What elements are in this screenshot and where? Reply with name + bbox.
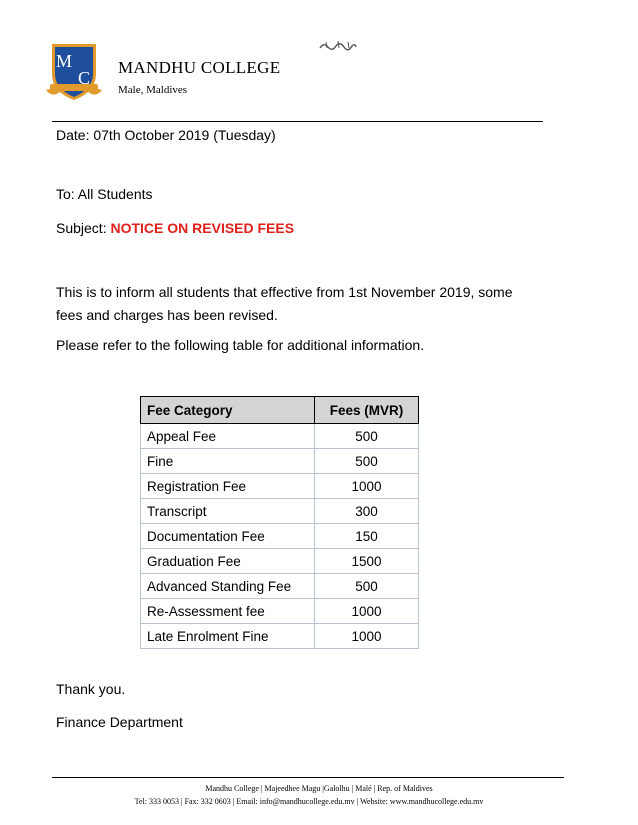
college-location: Male, Maldives [118, 84, 188, 96]
notice-date: Date: 07th October 2019 (Tuesday) [56, 127, 276, 143]
fee-table-header-category: Fee Category [141, 397, 315, 424]
fee-table-header-fees: Fees (MVR) [315, 397, 419, 424]
logo-letter-m: M [55, 51, 73, 71]
fee-category-cell: Re-Assessment fee [141, 599, 315, 624]
fee-amount-cell: 500 [315, 449, 419, 474]
footer-contact: Tel: 333 0053 | Fax: 332 0603 | Email: info@mandhucollege.edu.mv | Website: www.mandhucollege.edu.mv [134, 797, 484, 806]
table-row [141, 599, 419, 624]
table-row [141, 574, 419, 599]
bismillah-calligraphy [318, 38, 358, 52]
header-divider [52, 121, 543, 122]
fee-category-cell: Late Enrolment Fine [141, 624, 315, 649]
footer-divider [52, 777, 564, 778]
closing-thanks: Thank you. [56, 681, 126, 697]
fee-amount-cell: 300 [315, 499, 419, 524]
fee-amount-cell: 150 [315, 524, 419, 549]
table-row [141, 549, 419, 574]
fee-amount-cell: 1000 [315, 624, 419, 649]
footer-address: Mandhu College | Majeedhee Magu |Galolhu | Malé | Rep. of Maldives [205, 784, 433, 793]
notice-subject [56, 220, 294, 236]
table-row [141, 449, 419, 474]
subject-label: Subject: [56, 220, 111, 236]
table-row [141, 499, 419, 524]
notice-paragraph-1 [56, 281, 513, 327]
table-row [141, 474, 419, 499]
college-logo [44, 40, 104, 102]
paragraph-1-line-1: This is to inform all students that effective from 1st November 2019, some [56, 284, 513, 300]
notice-paragraph-2: Please refer to the following table for additional information. [56, 337, 425, 353]
fee-table-header-row [141, 397, 419, 424]
fee-category-cell: Advanced Standing Fee [141, 574, 315, 599]
paragraph-1-line-2: fees and charges has been revised. [56, 307, 278, 323]
fee-category-cell: Registration Fee [141, 474, 315, 499]
fee-category-cell: Documentation Fee [141, 524, 315, 549]
fee-amount-cell: 1500 [315, 549, 419, 574]
fee-category-cell: Transcript [141, 499, 315, 524]
subject-value: NOTICE ON REVISED FEES [110, 220, 295, 236]
notice-recipient: To: All Students [56, 186, 153, 202]
table-row [141, 524, 419, 549]
fee-amount-cell: 1000 [315, 599, 419, 624]
table-row [141, 424, 419, 449]
fee-category-cell: Fine [141, 449, 315, 474]
fee-table [140, 396, 419, 649]
fee-amount-cell: 500 [315, 574, 419, 599]
signature-department: Finance Department [56, 714, 183, 730]
fee-category-cell: Appeal Fee [141, 424, 315, 449]
fee-amount-cell: 500 [315, 424, 419, 449]
college-name: MANDHU COLLEGE [118, 58, 281, 77]
fee-category-cell: Graduation Fee [141, 549, 315, 574]
logo-letter-c: C [77, 68, 91, 88]
fee-amount-cell: 1000 [315, 474, 419, 499]
table-row [141, 624, 419, 649]
